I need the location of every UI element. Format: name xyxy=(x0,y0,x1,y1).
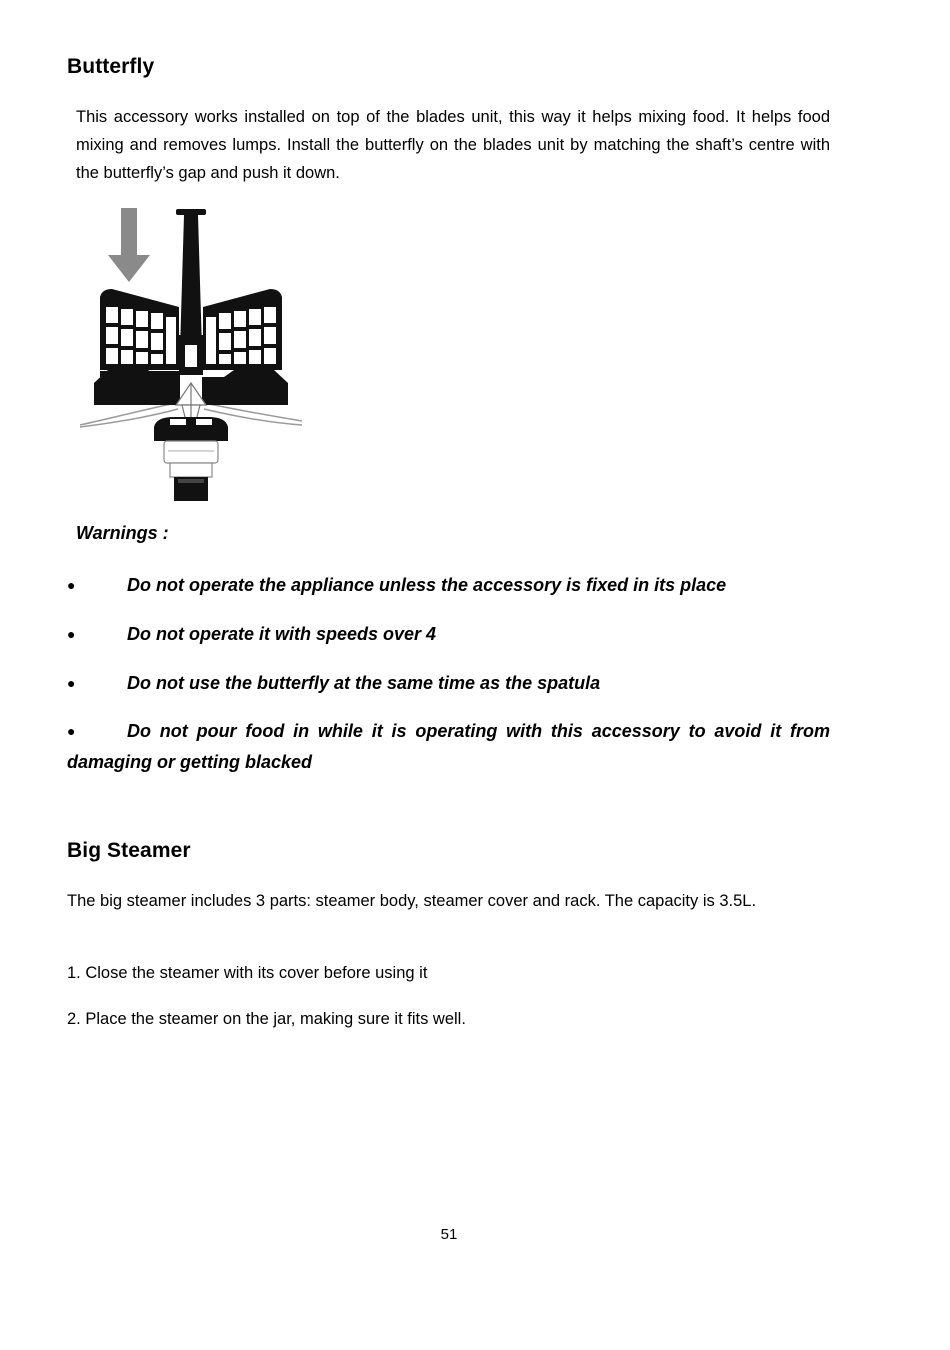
steamer-step: 2. Place the steamer on the jar, making sure it fits well. xyxy=(67,1010,466,1028)
page-number: 51 xyxy=(440,1226,458,1243)
warning-text: Do not use the butterfly at the same time as the spatula xyxy=(127,673,601,693)
warning-text: Do not operate the appliance unless the accessory is fixed in its place xyxy=(127,575,727,595)
warning-item xyxy=(67,716,830,778)
bullet-icon: ● xyxy=(67,723,76,739)
warning-item xyxy=(67,570,830,601)
warnings-title: Warnings : xyxy=(76,523,169,543)
warning-text: Do not pour food in while it is operating with this accessory to avoid it from damaging or getting blacked xyxy=(67,721,830,772)
butterfly-heading: Butterfly xyxy=(67,55,155,78)
butterfly-paragraph: This accessory works installed on top of the blades unit, this way it helps mixing food. It helps food mixing and removes lumps. Install the butterfly on the blades unit by matching the shaft’s centre with the butterfly’s gap and push it down. xyxy=(76,108,830,182)
steamer-step: 1. Close the steamer with its cover before using it xyxy=(67,964,428,982)
blade-base xyxy=(154,417,228,501)
left-wing xyxy=(94,289,180,405)
center-gap xyxy=(179,335,203,375)
warning-text: Do not operate it with speeds over 4 xyxy=(127,624,437,644)
warning-item xyxy=(67,619,830,650)
butterfly-diagram-icon xyxy=(78,205,306,505)
bullet-icon: ● xyxy=(67,577,76,593)
big-steamer-heading: Big Steamer xyxy=(67,839,191,862)
right-wing xyxy=(202,289,288,405)
down-arrow-icon xyxy=(108,208,150,282)
bullet-icon: ● xyxy=(67,626,76,642)
big-steamer-paragraph: The big steamer includes 3 parts: steamer body, steamer cover and rack. The capacity is 3.5L. xyxy=(67,892,757,910)
bullet-icon: ● xyxy=(67,675,76,691)
warning-item xyxy=(67,668,830,699)
shaft xyxy=(176,209,206,350)
